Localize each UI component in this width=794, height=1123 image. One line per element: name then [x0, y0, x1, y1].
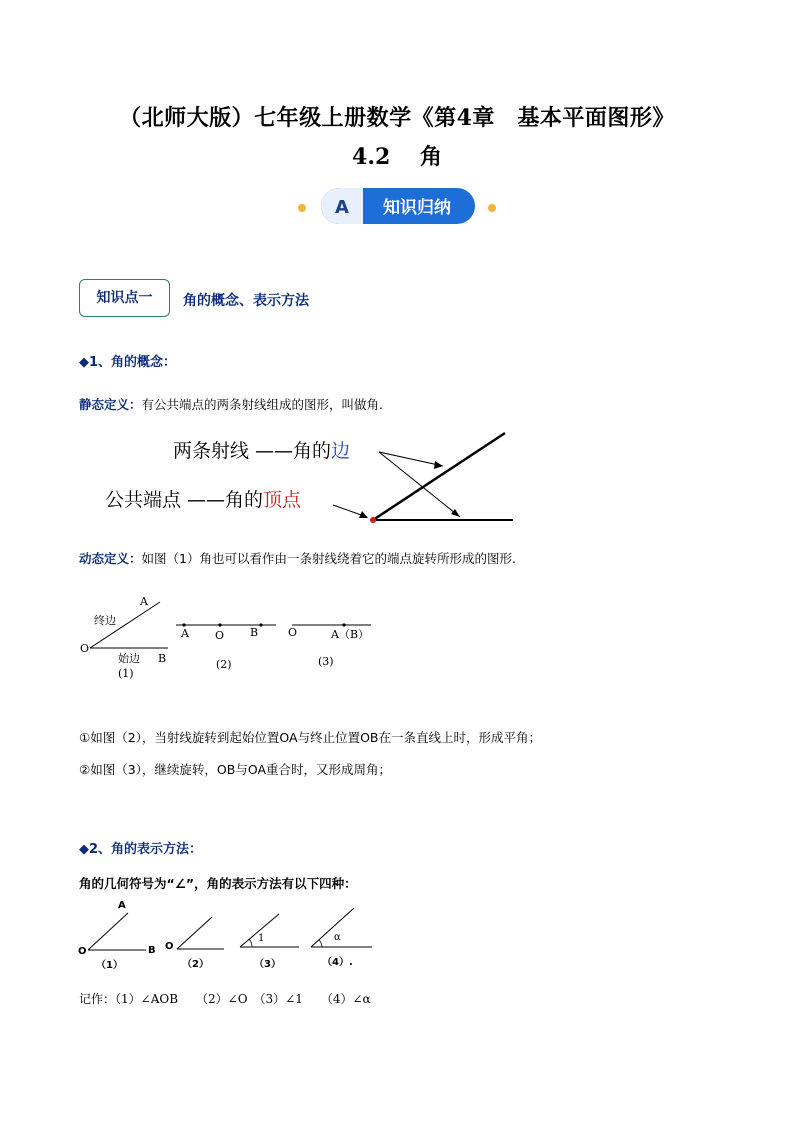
fig1-initial-side: 始边 — [118, 652, 140, 665]
static-label: 静态定义： — [79, 397, 142, 412]
document-title: （北师大版）七年级上册数学《第4章 基本平面图形》 — [119, 105, 675, 131]
fig1-point-b: B — [158, 652, 167, 665]
fig-b-point-o: O — [165, 941, 174, 952]
fig3-caption: (3) — [318, 655, 334, 668]
fig2-caption: (2) — [216, 658, 232, 671]
fig2-point-o: O — [215, 629, 225, 642]
fig1-terminal-side: 终边 — [94, 614, 116, 627]
rotation-figures — [78, 588, 378, 683]
fig3-point-ab: A（B） — [331, 628, 370, 641]
rays-label: 两条射线 ——角的边 — [173, 440, 351, 462]
fig1-point-a: A — [140, 595, 148, 608]
banner-dot-left-icon — [298, 204, 306, 212]
note-full-angle: ②如图（3），继续旋转，OB与OA重合时，又形成周角； — [79, 762, 391, 777]
vertex-dot-icon — [370, 517, 376, 523]
fig3-point-o: O — [288, 626, 298, 639]
fig-a-caption: （1） — [96, 960, 123, 971]
fig-d-caption: （4）. — [322, 957, 353, 968]
dynamic-label: 动态定义： — [79, 551, 142, 566]
angle-concept-diagram — [95, 425, 525, 535]
angle-notation-figures — [76, 895, 376, 975]
section-banner — [215, 186, 580, 230]
section1-heading: ◆1、角的概念： — [79, 355, 177, 370]
knowledge-point-tag: 知识点一 — [79, 279, 170, 317]
knowledge-point-title: 角的概念、表示方法 — [183, 293, 309, 309]
banner-letter: A — [335, 197, 349, 218]
fig-a-point-a: A — [118, 900, 126, 911]
fig2-point-b: B — [250, 626, 259, 639]
fig-c-mark: 1 — [258, 933, 265, 944]
static-definition — [79, 395, 383, 413]
fig-d-mark: α — [334, 932, 341, 943]
dynamic-definition — [79, 549, 516, 567]
vertex-label: 公共端点 ——角的顶点 — [105, 489, 302, 511]
fig1-point-o: O — [80, 642, 90, 655]
fig-a-point-b: B — [148, 945, 156, 956]
section2-heading: ◆2、角的表示方法： — [79, 842, 203, 857]
banner-dot-right-icon — [488, 204, 496, 212]
fig1-caption: (1) — [118, 667, 134, 680]
fig2-point-a: A — [181, 627, 189, 640]
fig-c-caption: （3） — [254, 959, 281, 970]
document-subtitle: 4.2 角 — [352, 144, 442, 170]
fig-b-caption: （2） — [182, 959, 209, 970]
fig-a-point-o: O — [78, 946, 87, 957]
note-straight-angle: ①如图（2），当射线旋转到起始位置OA与终止位置OB在一条直线上时，形成平角； — [79, 730, 541, 745]
dynamic-text: 如图（1）角也可以看作由一条射线绕着它的端点旋转所形成的图形. — [141, 551, 516, 566]
static-text: 有公共端点的两条射线组成的图形，叫做角. — [141, 397, 383, 412]
banner-text: 知识归纳 — [383, 198, 451, 218]
notation-intro: 角的几何符号为“∠”，角的表示方法有以下四种： — [79, 876, 357, 891]
notation-examples: 记作：（1）∠AOB （2）∠O （3）∠1 （4）∠α — [79, 992, 371, 1006]
